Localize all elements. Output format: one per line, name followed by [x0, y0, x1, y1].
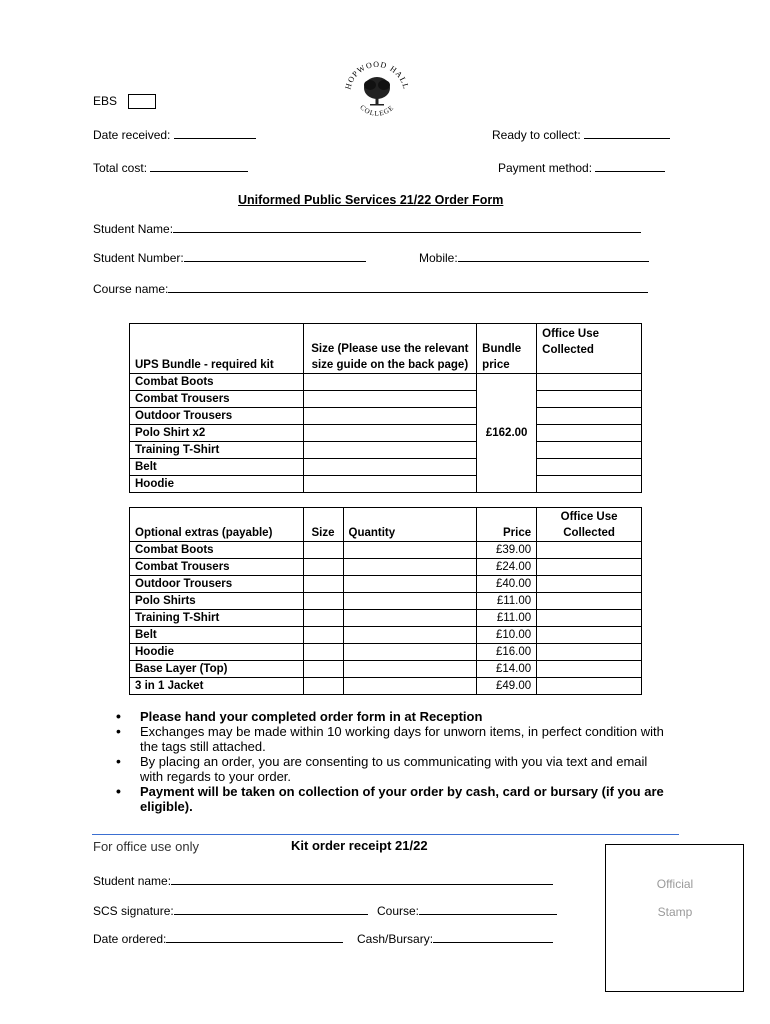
extras-office-cell[interactable]: [537, 644, 642, 661]
extras-header-item: Optional extras (payable): [130, 508, 304, 542]
extras-row: [130, 559, 642, 576]
student-number-field[interactable]: Student Number:: [93, 251, 366, 265]
extras-quantity-cell[interactable]: [343, 542, 477, 559]
extras-row: [130, 627, 642, 644]
extras-price: £14.00: [477, 661, 537, 678]
bundle-row: [130, 374, 642, 391]
bundle-header-kit: UPS Bundle - required kit: [130, 324, 304, 374]
bundle-item: Belt: [130, 459, 304, 476]
stamp-label-official: Official: [656, 877, 694, 891]
extras-quantity-cell[interactable]: [343, 610, 477, 627]
bundle-office-cell[interactable]: [537, 476, 642, 493]
mobile-field[interactable]: Mobile:: [419, 251, 649, 265]
bundle-row: [130, 391, 642, 408]
extras-quantity-cell[interactable]: [343, 576, 477, 593]
bundle-price: £162.00: [477, 374, 537, 493]
scs-signature-field[interactable]: SCS signature:: [93, 904, 368, 918]
date-received-field[interactable]: Date received:: [93, 128, 256, 142]
course-name-field[interactable]: Course name:: [93, 282, 648, 296]
extras-item: Hoodie: [130, 644, 304, 661]
date-ordered-field[interactable]: Date ordered:: [93, 932, 343, 946]
bundle-office-cell[interactable]: [537, 442, 642, 459]
extras-price: £39.00: [477, 542, 537, 559]
ready-to-collect-field[interactable]: Ready to collect:: [492, 128, 670, 142]
bundle-office-cell[interactable]: [537, 425, 642, 442]
extras-size-cell[interactable]: [303, 661, 343, 678]
cash-bursary-field[interactable]: Cash/Bursary:: [357, 932, 553, 946]
bundle-row: [130, 408, 642, 425]
bundle-size-cell[interactable]: [303, 425, 477, 442]
bundle-row: [130, 442, 642, 459]
bundle-office-cell[interactable]: [537, 374, 642, 391]
logo-top-text: HOPWOOD HALL: [343, 59, 411, 91]
extras-quantity-cell[interactable]: [343, 644, 477, 661]
extras-quantity-cell[interactable]: [343, 627, 477, 644]
bundle-office-cell[interactable]: [537, 408, 642, 425]
note-item: • Exchanges may be made within 10 working days for unworn items, in perfect condition with the tags still attached.: [112, 724, 672, 754]
extras-header-office: Office Use Collected: [537, 508, 642, 542]
extras-office-cell[interactable]: [537, 559, 642, 576]
receipt-course-field[interactable]: Course:: [377, 904, 557, 918]
extras-quantity-cell[interactable]: [343, 678, 477, 695]
bundle-item: Outdoor Trousers: [130, 408, 304, 425]
bundle-row: [130, 459, 642, 476]
note-item: • Please hand your completed order form in at Reception: [112, 709, 672, 724]
extras-size-cell[interactable]: [303, 678, 343, 695]
bundle-table: [129, 323, 642, 493]
extras-header-price: Price: [477, 508, 537, 542]
extras-size-cell[interactable]: [303, 542, 343, 559]
stamp-label-stamp: Stamp: [657, 905, 693, 919]
extras-header-size: Size: [303, 508, 343, 542]
bundle-header-size: Size (Please use the relevant size guide on the back page): [303, 324, 477, 374]
bundle-size-cell[interactable]: [303, 391, 477, 408]
total-cost-field[interactable]: Total cost:: [93, 161, 248, 175]
extras-quantity-cell[interactable]: [343, 559, 477, 576]
receipt-title: Kit order receipt 21/22: [291, 838, 428, 853]
extras-row: [130, 593, 642, 610]
bundle-item: Combat Boots: [130, 374, 304, 391]
bundle-item: Hoodie: [130, 476, 304, 493]
extras-price: £40.00: [477, 576, 537, 593]
bundle-size-cell[interactable]: [303, 476, 477, 493]
note-item: • By placing an order, you are consenting to us communicating with you via text and email with regards to your order.: [112, 754, 672, 784]
bundle-office-cell[interactable]: [537, 391, 642, 408]
extras-office-cell[interactable]: [537, 576, 642, 593]
extras-table: [129, 507, 642, 695]
extras-office-cell[interactable]: [537, 678, 642, 695]
form-title: Uniformed Public Services 21/22 Order Form: [238, 193, 504, 207]
extras-header-quantity: Quantity: [343, 508, 477, 542]
svg-text:COLLEGE: [358, 103, 395, 117]
extras-size-cell[interactable]: [303, 593, 343, 610]
college-logo: [342, 58, 412, 124]
extras-price: £10.00: [477, 627, 537, 644]
bundle-size-cell[interactable]: [303, 374, 477, 391]
extras-size-cell[interactable]: [303, 627, 343, 644]
bundle-size-cell[interactable]: [303, 408, 477, 425]
bundle-office-cell[interactable]: [537, 459, 642, 476]
payment-method-field[interactable]: Payment method:: [498, 161, 665, 175]
bundle-size-cell[interactable]: [303, 459, 477, 476]
bundle-header-office: Office Use Collected: [537, 324, 642, 374]
extras-item: Combat Trousers: [130, 559, 304, 576]
bundle-row: [130, 476, 642, 493]
receipt-student-name-field[interactable]: Student name:: [93, 874, 553, 888]
extras-office-cell[interactable]: [537, 542, 642, 559]
bundle-item: Training T-Shirt: [130, 442, 304, 459]
student-name-field[interactable]: Student Name:: [93, 222, 641, 236]
extras-item: Combat Boots: [130, 542, 304, 559]
extras-price: £11.00: [477, 610, 537, 627]
office-use-label: For office use only: [93, 839, 199, 854]
divider: [92, 834, 679, 835]
extras-office-cell[interactable]: [537, 593, 642, 610]
extras-row: [130, 610, 642, 627]
extras-office-cell[interactable]: [537, 627, 642, 644]
extras-quantity-cell[interactable]: [343, 593, 477, 610]
extras-item: Training T-Shirt: [130, 610, 304, 627]
extras-price: £11.00: [477, 593, 537, 610]
extras-row: [130, 661, 642, 678]
extras-size-cell[interactable]: [303, 610, 343, 627]
extras-size-cell[interactable]: [303, 644, 343, 661]
extras-item: Belt: [130, 627, 304, 644]
extras-row: [130, 644, 642, 661]
extras-item: Polo Shirts: [130, 593, 304, 610]
extras-row: [130, 576, 642, 593]
ebs-label: EBS: [93, 94, 118, 108]
extras-quantity-cell[interactable]: [343, 661, 477, 678]
extras-price: £24.00: [477, 559, 537, 576]
extras-office-cell[interactable]: [537, 661, 642, 678]
extras-office-cell[interactable]: [537, 610, 642, 627]
order-notes: [112, 709, 672, 814]
extras-item: 3 in 1 Jacket: [130, 678, 304, 695]
extras-price: £49.00: [477, 678, 537, 695]
note-item: • Payment will be taken on collection of your order by cash, card or bursary (if you are eligible).: [112, 784, 672, 814]
extras-item: Outdoor Trousers: [130, 576, 304, 593]
extras-size-cell[interactable]: [303, 576, 343, 593]
bundle-row: [130, 425, 642, 442]
logo-bottom-text: COLLEGE: [358, 103, 396, 118]
extras-size-cell[interactable]: [303, 559, 343, 576]
ebs-checkbox[interactable]: [128, 94, 156, 109]
extras-price: £16.00: [477, 644, 537, 661]
extras-row: [130, 678, 642, 695]
tree-icon: [364, 77, 390, 106]
extras-row: [130, 542, 642, 559]
bundle-header-price: Bundle price: [477, 324, 537, 374]
bundle-size-cell[interactable]: [303, 442, 477, 459]
bundle-item: Polo Shirt x2: [130, 425, 304, 442]
extras-item: Base Layer (Top): [130, 661, 304, 678]
bundle-item: Combat Trousers: [130, 391, 304, 408]
